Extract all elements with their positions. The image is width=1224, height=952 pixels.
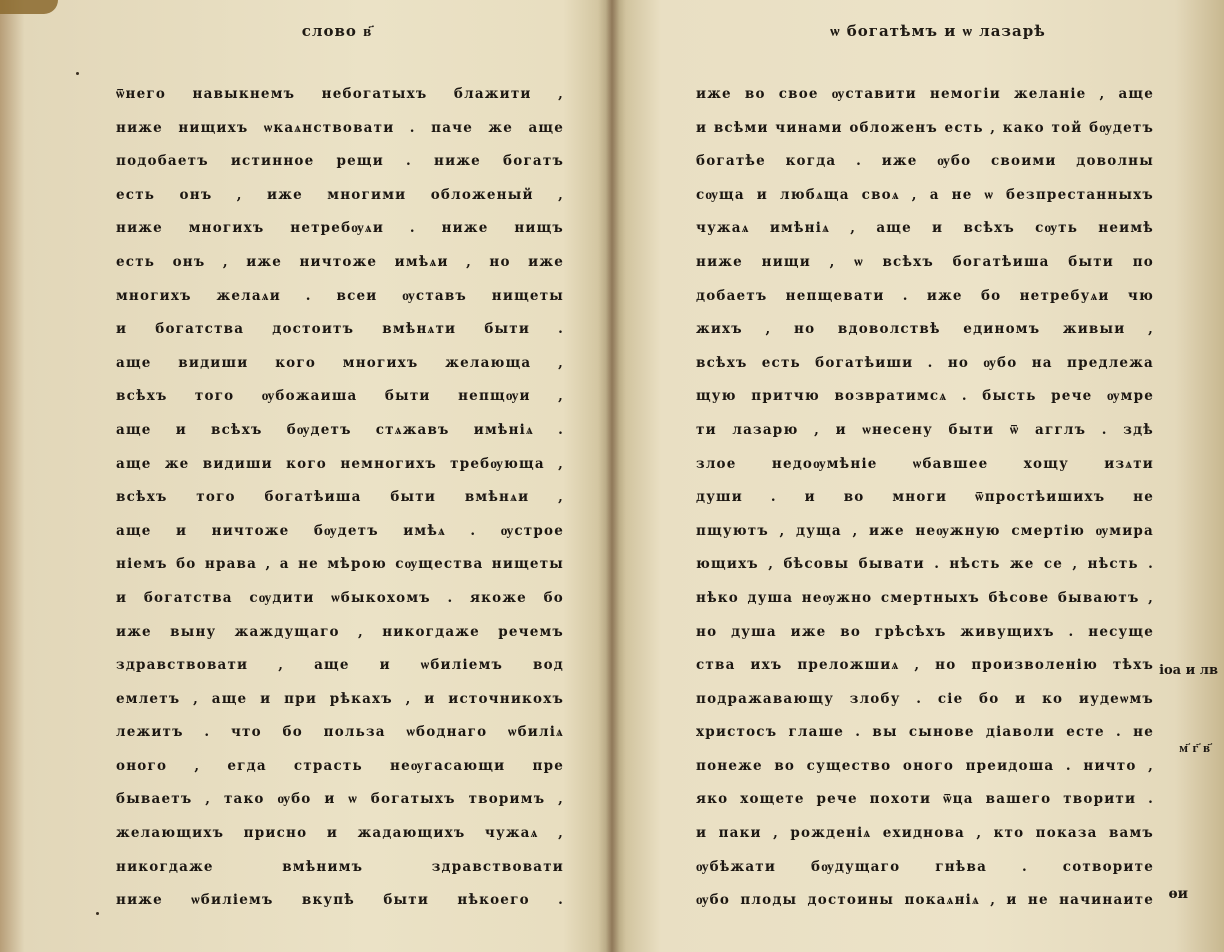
gutter-shadow <box>612 0 626 952</box>
text-line: иже выну жаждущаго , никогдаже речемъ <box>116 623 564 640</box>
text-line: аще видиши кого многихъ желающа , <box>116 354 564 371</box>
text-line: чужаѧ имѣнiѧ , аще и всѣхъ сѹть неимѣ <box>696 220 1154 237</box>
text-line: богатѣе когда . иже ѹбо своими доволны <box>696 153 1154 170</box>
ink-speck <box>76 72 79 75</box>
text-line: ѹбо плоды достоины покаѧнiѧ , и не начинаите <box>696 892 1154 909</box>
text-line: нѣко душа неѹжно смертныхъ бѣсове бываютъ , <box>696 589 1154 606</box>
left-running-head: слово в҃ <box>301 22 373 40</box>
text-line: и богатства сѹдити ѡбыкохомъ . якоже бо <box>116 589 564 606</box>
text-line: ниже ѡбилiемъ вкупѣ быти нѣкоего . <box>116 892 564 909</box>
margin-reference-1: ioа и лв <box>1159 663 1218 678</box>
text-line: оного , егда страсть неѹгасающи пре <box>116 757 564 774</box>
text-line: здравствовати , аще и ѡбилiемъ вод <box>116 657 564 674</box>
text-line: емлетъ , аще и при рѣкахъ , и источникохъ <box>116 690 564 707</box>
text-line: ниже нищи , ѡ всѣхъ богатѣиша быти по <box>696 253 1154 270</box>
left-text-block <box>116 78 564 918</box>
text-line: аще и всѣхъ бѹдетъ стѧжавъ имѣнiѧ . <box>116 421 564 438</box>
folio-number: ѳи <box>1168 886 1188 902</box>
text-line: иже во свое ѹставити немогiи желанiе , аще <box>696 86 1154 102</box>
text-line: всѣхъ того ѹбожаиша быти непщѹи , <box>116 388 564 405</box>
text-line: ющихъ , бѣсовы бывати . нѣсть же се , нѣсть . <box>696 556 1154 573</box>
text-line: многихъ желаѧи . всеи ѹставъ нищеты <box>116 287 564 304</box>
text-line: христосъ глаше . вы сынове дiаволи есте . не <box>696 724 1154 741</box>
right-text-block <box>696 78 1154 918</box>
text-line: жихъ , но вдоволствѣ единомъ живыи , <box>696 321 1154 338</box>
text-line: сѹща и любѧща своѧ , а не ѡ безпрестанныхъ <box>696 186 1154 203</box>
text-line: аще и ничтоже бѹдетъ имѣѧ . ѹстрое <box>116 522 564 539</box>
text-line: ниже многихъ нетребѹѧи . ниже нищъ <box>116 220 564 237</box>
margin-reference-2: м҃ г҃ в҃ <box>1179 741 1210 756</box>
text-line: яко хощете рече похоти ѿца вашего творити . <box>696 791 1154 808</box>
text-line: и богатства достоитъ вмѣнѧти быти . <box>116 321 564 338</box>
text-line: подобаетъ истинное рещи . ниже богатъ <box>116 153 564 170</box>
text-line: пщуютъ , дуща , иже неѹжную смертiю ѹмира <box>696 522 1154 539</box>
text-line: души . и во многи ѿпростѣишихъ не <box>696 489 1154 506</box>
corner-binding-mark <box>0 0 58 14</box>
text-line: всѣхъ того богатѣиша быти вмѣнѧи , <box>116 489 564 506</box>
text-line: нiемъ бо нрава , а не мѣрою сѹщества нищеты <box>116 556 564 573</box>
text-line: и всѣми чинами обложенъ есть , како той бѹдетъ <box>696 119 1154 136</box>
right-page <box>612 0 1224 952</box>
text-line: щую притчю возвратимсѧ . бысть рече ѹмре <box>696 388 1154 405</box>
ink-speck <box>96 912 99 915</box>
text-line: ти лазарю , и ѡнесену быти ѿ агглъ . здѣ <box>696 421 1154 438</box>
text-line: всѣхъ есть богатѣиши . но ѹбо на предлежа <box>696 354 1154 371</box>
text-line: ства ихъ преложшиѧ , но произволенiю тѣхъ <box>696 657 1154 674</box>
text-line: аще же видиши кого немногихъ требѹюща , <box>116 455 564 472</box>
text-line: лежитъ . что бо польза ѡбоднаго ѡбилiѧ <box>116 724 564 741</box>
text-line: но душа иже во грѣсѣхъ живущихъ . несуще <box>696 623 1154 640</box>
text-line: ниже нищихъ ѡкаѧнствовати . паче же аще <box>116 119 564 136</box>
text-line: бываетъ , тако ѹбо и ѡ богатыхъ творимъ , <box>116 791 564 808</box>
text-line: добаетъ непщевати . иже бо нетребуѧи чю <box>696 287 1154 304</box>
gutter-shadow <box>598 0 612 952</box>
text-line: подражавающу злобу . сiе бо и ко иудеѡмъ <box>696 690 1154 707</box>
text-line: никогдаже вмѣнимъ здравствовати <box>116 858 564 875</box>
right-running-head: ѡ богатѣмъ и ѡ лазарѣ <box>830 22 1046 40</box>
text-line: ѿнего навыкнемъ небогатыхъ блажити , <box>116 86 564 102</box>
text-line: и паки , рожденiѧ ехиднова , кто показа вамъ <box>696 825 1154 842</box>
text-line: злое недоѹмѣнiе ѡбавшее хощу изѧти <box>696 455 1154 472</box>
text-line: ѹбѣжати бѹдущаго гнѣва . сотворите <box>696 858 1154 875</box>
text-line: понеже во существо оного преидоша . ничто , <box>696 757 1154 774</box>
text-line: есть онъ , иже ничтоже имѣѧи , но иже <box>116 253 564 270</box>
text-line: желающихъ присно и жадающихъ чужаѧ , <box>116 825 564 842</box>
text-line: есть онъ , иже многими обложеный , <box>116 186 564 203</box>
